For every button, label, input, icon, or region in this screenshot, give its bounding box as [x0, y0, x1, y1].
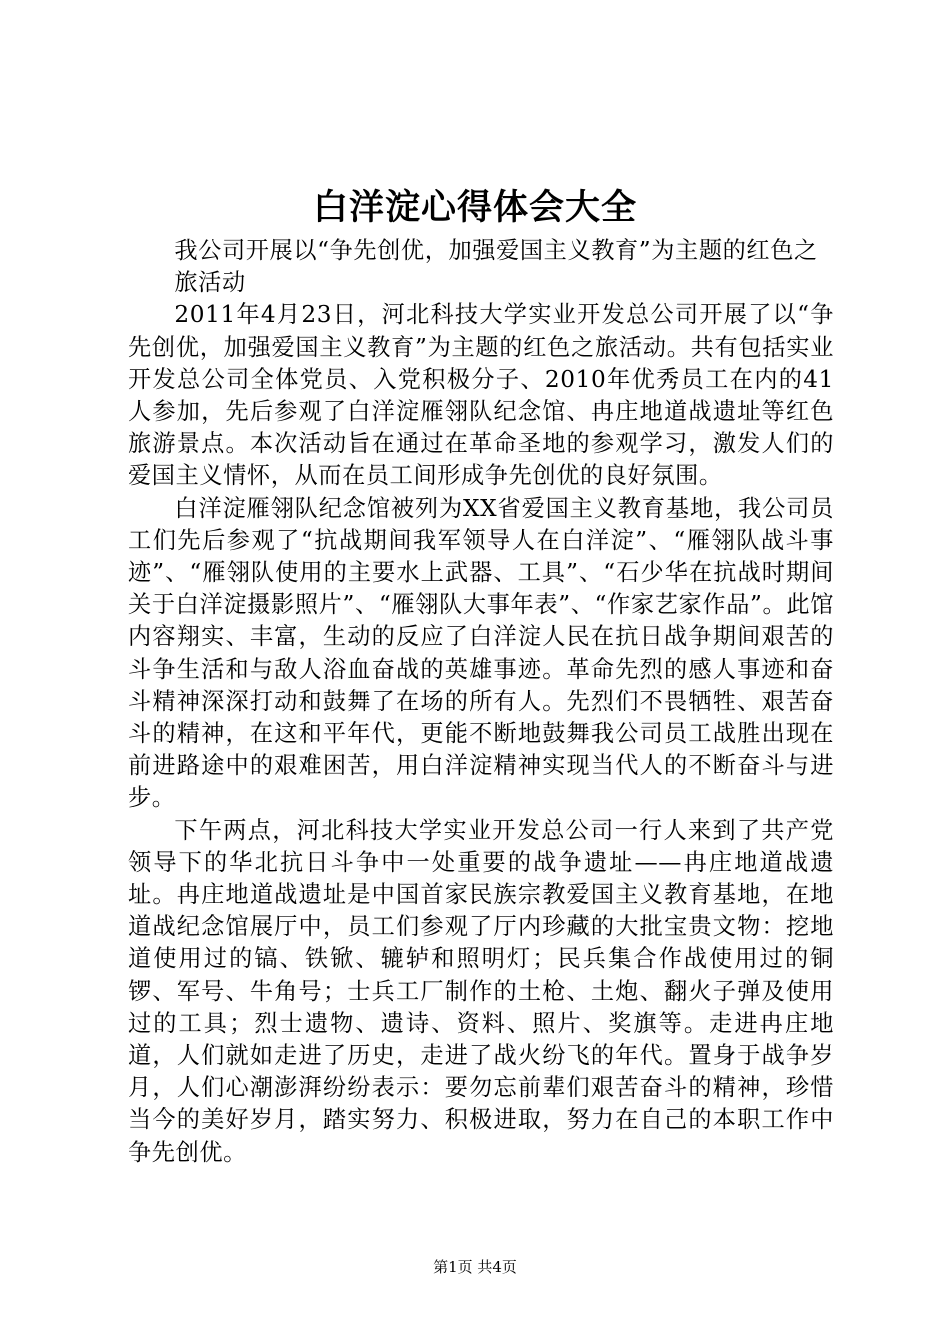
paragraph-tunnel-site-visit: 下午两点，河北科技大学实业开发总公司一行人来到了共产党领导下的华北抗日斗争中一处重要的战争遗址——冉庄地道战遗址。冉庄地道战遗址是中国首家民族宗教爱国主义教育基地，在地道战纪念馆展厅中，员工们参观了厅内珍藏的大批宝贵文物：挖地道使用过的镐、铁锨、辘轳和照明灯；民兵集合作战使用过的铜锣、军号、牛角号；士兵工厂制作的土枪、土炮、翻火子弹及使用过的工具；烈士遗物、遗诗、资料、照片、奖旗等。走进冉庄地道，人们就如走进了历史，走进了战火纷飞的年代。置身于战争岁月，人们心潮澎湃纷纷表示：要勿忘前辈们艰苦奋斗的精神，珍惜当今的美好岁月，踏实努力、积极进取，努力在自己的本职工作中争先创优。: [128, 816, 834, 1166]
paragraph-activity-summary: 2011年4月23日，河北科技大学实业开发总公司开展了以“争先创优，加强爱国主义教育”为主题的红色之旅活动。共有包括实业开发总公司全体党员、入党积极分子、2010年优秀员工在内的41人参加，先后参观了白洋淀雁翎队纪念馆、冉庄地道战遗址等红色旅游景点。本次活动旨在通过在革命圣地的参观学习，激发人们的爱国主义情怀，从而在员工间形成争先创优的良好氛围。: [128, 301, 834, 490]
paragraph-intro-line1: 我公司开展以“争先创优，加强爱国主义教育”为主题的红色之: [174, 237, 818, 264]
document-body: [128, 235, 834, 1169]
paragraph-memorial-visit: 白洋淀雁翎队纪念馆被列为XX省爱国主义教育基地，我公司员工们先后参观了“抗战期间我军领导人在白洋淀”、“雁翎队战斗事迹”、“雁翎队使用的主要水上武器、工具”、“石少华在抗战时期间关于白洋淀摄影照片”、“雁翎队大事年表”、“作家艺家作品”。此馆内容翔实、丰富，生动的反应了白洋淀人民在抗日战争期间艰苦的斗争生活和与敌人浴血奋战的英雄事迹。革命先烈的感人事迹和奋斗精神深深打动和鼓舞了在场的所有人。先烈们不畏牺牲、艰苦奋斗的精神，在这和平年代，更能不断地鼓舞我公司员工战胜出现在前进路途中的艰难困苦，用白洋淀精神实现当代人的不断奋斗与进步。: [128, 494, 834, 812]
document-title: 白洋淀心得体会大全: [312, 188, 637, 228]
page-number-footer: 第1页 共4页: [433, 1258, 517, 1276]
paragraph-intro-line2: 旅活动: [174, 269, 246, 297]
